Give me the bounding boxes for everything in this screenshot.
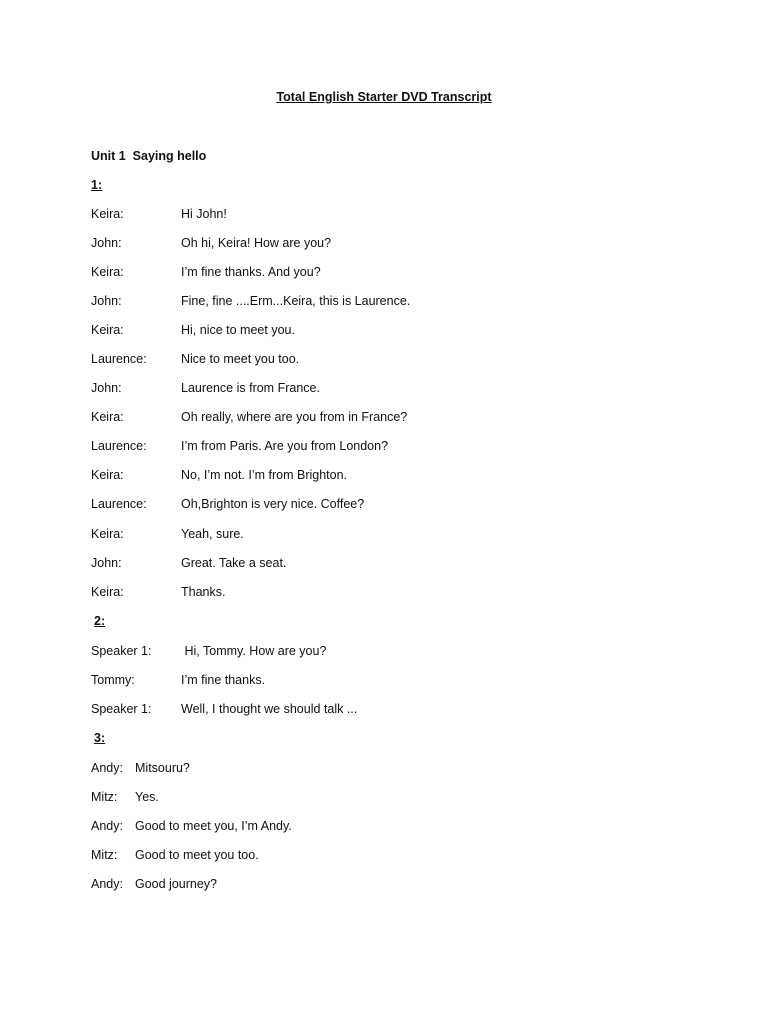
speech-text: Great. Take a seat. xyxy=(181,556,287,570)
speaker-name: Mitz: xyxy=(91,848,118,862)
speaker-name: Andy: xyxy=(91,819,123,833)
speech-text: Mitsouru? xyxy=(135,761,190,775)
speech-text: I’m fine thanks. xyxy=(181,673,266,687)
speech-text: Oh really, where are you from in France? xyxy=(181,410,408,424)
speech-text: Hi John! xyxy=(181,207,227,221)
speech-text: Fine, fine ....Erm...Keira, this is Laurence. xyxy=(181,294,411,308)
speaker-name: Keira: xyxy=(91,410,124,424)
speaker-name: Andy: xyxy=(91,761,123,775)
speaker-name: John: xyxy=(91,294,122,308)
speech-text: Oh,Brighton is very nice. Coffee? xyxy=(181,497,365,511)
speech-text: Yeah, sure. xyxy=(181,527,244,541)
speaker-name: Mitz: xyxy=(91,790,118,804)
speaker-name: Laurence: xyxy=(91,352,147,366)
speech-text: Good to meet you too. xyxy=(135,848,259,862)
speech-text: Nice to meet you too. xyxy=(181,352,300,366)
speaker-name: Keira: xyxy=(91,527,124,541)
speech-text: I’m from Paris. Are you from London? xyxy=(181,439,389,453)
speech-text: Laurence is from France. xyxy=(181,381,320,395)
speaker-name: John: xyxy=(91,236,122,250)
speech-text: Well, I thought we should talk ... xyxy=(181,702,358,716)
section-label-3: 3: xyxy=(94,731,106,745)
speech-text: Hi, nice to meet you. xyxy=(181,323,295,337)
speech-text: No, I’m not. I’m from Brighton. xyxy=(181,468,348,482)
speaker-name: Tommy: xyxy=(91,673,135,687)
speaker-name: Keira: xyxy=(91,468,124,482)
speech-text: Hi, Tommy. How are you? xyxy=(181,644,327,658)
document-title: Total English Starter DVD Transcript xyxy=(276,90,492,104)
speaker-name: Speaker 1: xyxy=(91,644,152,658)
speech-text: Thanks. xyxy=(181,585,226,599)
unit-heading: Unit 1 Saying hello xyxy=(91,149,207,163)
speaker-name: Laurence: xyxy=(91,497,147,511)
speaker-name: Keira: xyxy=(91,265,124,279)
speaker-name: Keira: xyxy=(91,323,124,337)
speaker-name: John: xyxy=(91,556,122,570)
speaker-name: Keira: xyxy=(91,585,124,599)
speech-text: I’m fine thanks. And you? xyxy=(181,265,321,279)
speaker-name: John: xyxy=(91,381,122,395)
speech-text: Yes. xyxy=(135,790,159,804)
speech-text: Oh hi, Keira! How are you? xyxy=(181,236,332,250)
section-label-1: 1: xyxy=(91,178,103,192)
speech-text: Good to meet you, I’m Andy. xyxy=(135,819,292,833)
speaker-name: Laurence: xyxy=(91,439,147,453)
speaker-name: Keira: xyxy=(91,207,124,221)
speaker-name: Speaker 1: xyxy=(91,702,152,716)
speaker-name: Andy: xyxy=(91,877,123,891)
speech-text: Good journey? xyxy=(135,877,218,891)
section-label-2: 2: xyxy=(94,614,106,628)
